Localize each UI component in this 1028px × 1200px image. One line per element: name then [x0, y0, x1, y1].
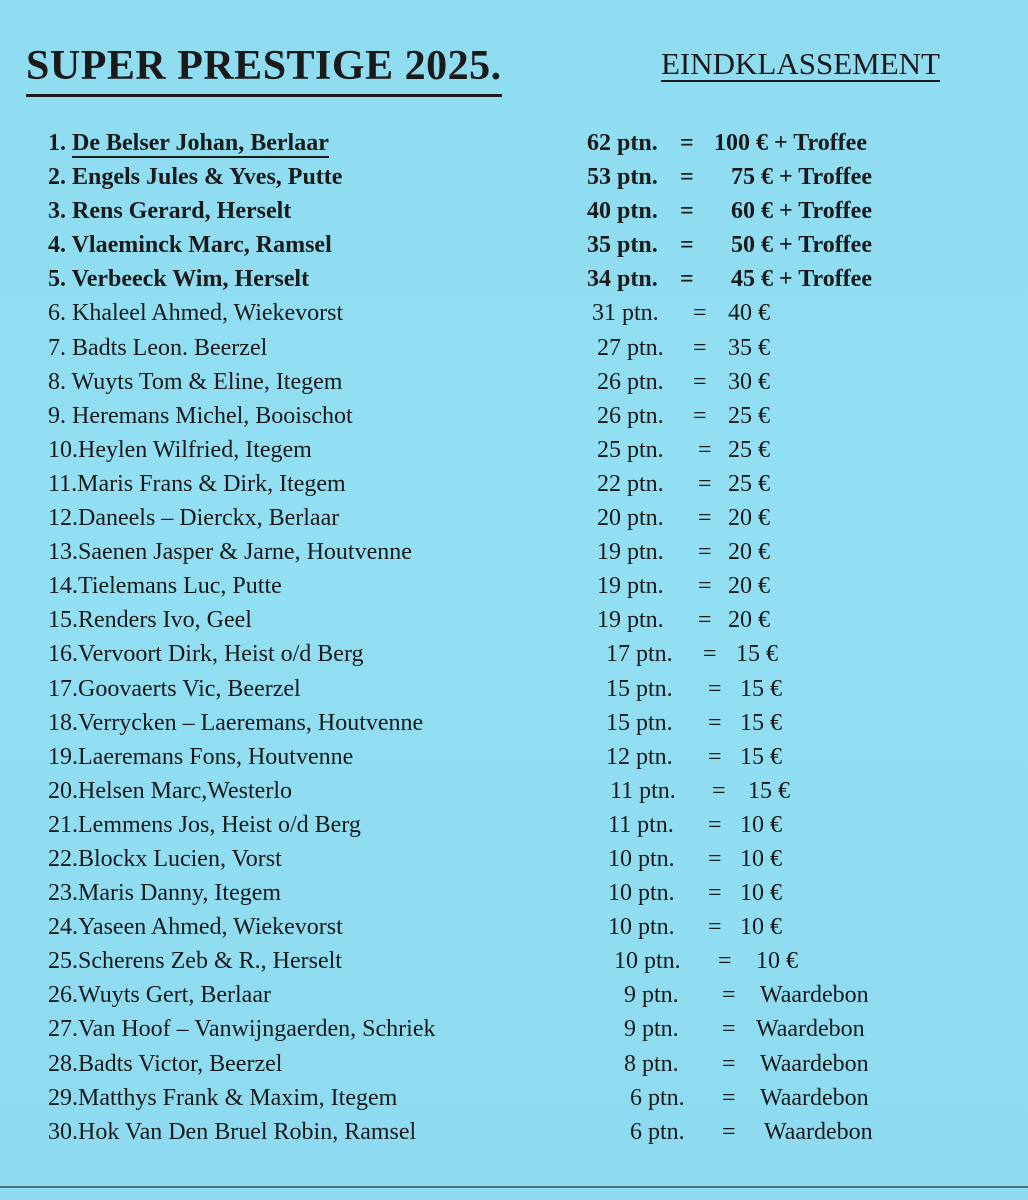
participant-name	[48, 433, 312, 467]
participant-name	[48, 331, 267, 365]
name-text: Lemmens Jos, Heist o/d Berg	[78, 811, 361, 838]
prize-value: 20 €	[728, 505, 770, 532]
participant-name	[48, 842, 282, 876]
name-text: Heylen Wilfried, Itegem	[78, 436, 312, 463]
prize-value: 25 €	[728, 436, 770, 463]
prize-value: Waardebon	[760, 1050, 869, 1077]
name-text: Wuyts Gert, Berlaar	[78, 982, 271, 1009]
participant-name	[48, 808, 361, 842]
name-text: Vlaeminck Marc, Ramsel	[71, 232, 332, 259]
equals-sign: =	[708, 709, 722, 736]
rank-number: 10.	[48, 436, 78, 463]
rank-number: 8.	[48, 368, 66, 395]
participant-name	[48, 603, 252, 637]
prize-value: 40 €	[728, 300, 770, 327]
ranking-row	[0, 433, 1028, 467]
equals-sign: =	[693, 402, 707, 429]
name-text: Van Hoof – Vanwijngaerden, Schriek	[78, 1016, 436, 1043]
equals-sign: =	[680, 130, 694, 156]
rank-number: 21.	[48, 811, 78, 838]
ranking-row	[0, 365, 1028, 399]
rank-number: 7.	[48, 334, 66, 361]
name-text: Maris Frans & Dirk, Itegem	[77, 470, 346, 497]
equals-sign: =	[698, 573, 712, 600]
participant-name	[48, 637, 364, 671]
page-subtitle: EINDKLASSEMENT	[661, 46, 940, 81]
participant-name	[48, 399, 353, 433]
ranking-row	[0, 399, 1028, 433]
ranking-row	[0, 842, 1028, 876]
points-value: 22 ptn.	[597, 470, 664, 497]
points-value: 19 ptn.	[597, 539, 664, 566]
points-value: 26 ptn.	[597, 402, 664, 429]
name-text: Renders Ivo, Geel	[78, 607, 252, 634]
ranking-row	[0, 501, 1028, 535]
prize-value: 30 €	[728, 368, 770, 395]
participant-name	[48, 978, 271, 1012]
name-text: Heremans Michel, Booischot	[72, 402, 353, 429]
points-value: 62 ptn.	[587, 130, 658, 156]
prize-value: 10 €	[740, 880, 782, 907]
participant-name	[48, 944, 342, 978]
rank-number: 26.	[48, 982, 78, 1009]
participant-name	[48, 535, 412, 569]
rank-number: 23.	[48, 880, 78, 907]
rank-number: 3.	[48, 198, 66, 225]
prize-value: Waardebon	[764, 1118, 873, 1145]
prize-value: Waardebon	[760, 982, 869, 1009]
equals-sign: =	[708, 811, 722, 838]
points-value: 11 ptn.	[608, 811, 674, 838]
equals-sign: =	[698, 607, 712, 634]
prize-value: 25 €	[728, 402, 770, 429]
rank-number: 6.	[48, 300, 66, 327]
name-text: Goovaerts Vic, Beerzel	[78, 675, 301, 702]
ranking-row	[0, 228, 1028, 262]
prize-value: 20 €	[728, 539, 770, 566]
points-value: 25 ptn.	[597, 436, 664, 463]
ranking-row	[0, 1047, 1028, 1081]
points-value: 20 ptn.	[597, 505, 664, 532]
ranking-list	[0, 126, 1028, 1149]
ranking-row	[0, 706, 1028, 740]
prize-value: Waardebon	[756, 1016, 865, 1043]
equals-sign: =	[708, 914, 722, 941]
participant-name	[48, 672, 301, 706]
ranking-row	[0, 1012, 1028, 1046]
name-text: Verbeeck Wim, Herselt	[71, 266, 310, 293]
participant-name	[48, 365, 342, 399]
rank-number: 13.	[48, 539, 78, 566]
rank-number: 28.	[48, 1050, 78, 1077]
rank-number: 15.	[48, 607, 78, 634]
equals-sign: =	[722, 1084, 736, 1111]
participant-name	[48, 1081, 397, 1115]
participant-name	[48, 1012, 435, 1046]
equals-sign: =	[680, 232, 694, 259]
participant-name	[48, 569, 282, 603]
equals-sign: =	[708, 743, 722, 770]
points-value: 40 ptn.	[587, 198, 658, 225]
name-text: Daneels – Dierckx, Berlaar	[78, 505, 340, 532]
bottom-divider	[0, 1186, 1028, 1188]
participant-name	[48, 1115, 416, 1149]
name-text: Yaseen Ahmed, Wiekevorst	[78, 914, 343, 941]
rank-number: 18.	[48, 709, 78, 736]
equals-sign: =	[698, 505, 712, 532]
ranking-row	[0, 808, 1028, 842]
equals-sign: =	[708, 880, 722, 907]
participant-name	[48, 910, 343, 944]
points-value: 26 ptn.	[597, 368, 664, 395]
rank-number: 2.	[48, 164, 66, 191]
rank-number: 16.	[48, 641, 78, 668]
name-text: Tielemans Luc, Putte	[78, 573, 282, 600]
name-text: Matthys Frank & Maxim, Itegem	[78, 1084, 398, 1111]
prize-value: 15 €	[740, 709, 782, 736]
name-text: Vervoort Dirk, Heist o/d Berg	[78, 641, 364, 668]
points-value: 34 ptn.	[587, 266, 658, 293]
prize-value: 10 €	[740, 811, 782, 838]
ranking-row	[0, 944, 1028, 978]
ranking-row	[0, 160, 1028, 194]
equals-sign: =	[718, 948, 732, 975]
equals-sign: =	[703, 641, 717, 668]
rank-number: 29.	[48, 1084, 78, 1111]
participant-name	[48, 126, 329, 160]
name-text: Blockx Lucien, Vorst	[78, 845, 282, 872]
ranking-row	[0, 262, 1028, 296]
points-value: 6 ptn.	[630, 1084, 685, 1111]
ranking-row	[0, 774, 1028, 808]
prize-value: 15 €	[748, 777, 790, 804]
rank-number: 27.	[48, 1016, 78, 1043]
prize-value: 100 € + Troffee	[714, 130, 867, 156]
equals-sign: =	[722, 1016, 736, 1043]
equals-sign: =	[708, 845, 722, 872]
points-value: 15 ptn.	[606, 675, 673, 702]
points-value: 27 ptn.	[597, 334, 664, 361]
name-text: Khaleel Ahmed, Wiekevorst	[72, 300, 344, 327]
participant-name	[48, 160, 342, 194]
prize-value: 10 €	[740, 914, 782, 941]
ranking-row	[0, 467, 1028, 501]
ranking-row	[0, 194, 1028, 228]
ranking-row	[0, 603, 1028, 637]
ranking-row	[0, 331, 1028, 365]
participant-name	[48, 740, 353, 774]
name-text: Badts Leon. Beerzel	[72, 334, 268, 361]
points-value: 19 ptn.	[597, 607, 664, 634]
name-text: Verrycken – Laeremans, Houtvenne	[78, 709, 424, 736]
points-value: 9 ptn.	[624, 982, 679, 1009]
name-text: Scherens Zeb & R., Herselt	[78, 948, 342, 975]
ranking-row	[0, 1115, 1028, 1149]
name-text: Hok Van Den Bruel Robin, Ramsel	[78, 1118, 417, 1145]
rank-number: 11.	[48, 470, 78, 497]
name-text: Helsen Marc,Westerlo	[78, 777, 292, 804]
name-text: Wuyts Tom & Eline, Itegem	[71, 368, 343, 395]
ranking-row	[0, 637, 1028, 671]
participant-name	[48, 501, 339, 535]
points-value: 35 ptn.	[587, 232, 658, 259]
ranking-row	[0, 296, 1028, 330]
page-title: SUPER PRESTIGE 2025.	[26, 40, 502, 97]
rank-number: 4.	[48, 232, 66, 259]
prize-value: 60 € + Troffee	[731, 198, 872, 225]
ranking-row	[0, 126, 1028, 160]
points-value: 10 ptn.	[608, 845, 675, 872]
participant-name	[48, 194, 291, 228]
prize-value: 25 €	[728, 470, 770, 497]
points-value: 8 ptn.	[624, 1050, 679, 1077]
equals-sign: =	[698, 539, 712, 566]
ranking-row	[0, 978, 1028, 1012]
points-value: 9 ptn.	[624, 1016, 679, 1043]
points-value: 12 ptn.	[606, 743, 673, 770]
points-value: 53 ptn.	[587, 164, 658, 191]
ranking-row	[0, 569, 1028, 603]
ranking-row	[0, 535, 1028, 569]
rank-number: 14.	[48, 573, 78, 600]
equals-sign: =	[712, 777, 726, 804]
ranking-row	[0, 1081, 1028, 1115]
prize-value: 35 €	[728, 334, 770, 361]
equals-sign: =	[698, 470, 712, 497]
points-value: 15 ptn.	[606, 709, 673, 736]
participant-name	[48, 262, 309, 296]
equals-sign: =	[722, 982, 736, 1009]
rank-number: 25.	[48, 948, 78, 975]
participant-name	[48, 1047, 282, 1081]
participant-name	[48, 228, 332, 262]
rank-number: 30.	[48, 1118, 78, 1145]
name-text: Engels Jules & Yves, Putte	[72, 164, 343, 191]
prize-value: 15 €	[740, 675, 782, 702]
prize-value: 15 €	[736, 641, 778, 668]
prize-value: 45 € + Troffee	[731, 266, 872, 293]
participant-name	[48, 876, 281, 910]
prize-value: 20 €	[728, 607, 770, 634]
equals-sign: =	[698, 436, 712, 463]
points-value: 10 ptn.	[614, 948, 681, 975]
rank-number: 20.	[48, 777, 78, 804]
prize-value: 10 €	[740, 845, 782, 872]
equals-sign: =	[693, 368, 707, 395]
rank-number: 1.	[48, 130, 66, 156]
rank-number: 19.	[48, 743, 78, 770]
prize-value: Waardebon	[760, 1084, 869, 1111]
prize-value: 15 €	[740, 743, 782, 770]
equals-sign: =	[680, 198, 694, 225]
prize-value: 20 €	[728, 573, 770, 600]
rank-number: 17.	[48, 675, 78, 702]
points-value: 10 ptn.	[608, 880, 675, 907]
participant-name	[48, 467, 346, 501]
equals-sign: =	[722, 1050, 736, 1077]
points-value: 17 ptn.	[606, 641, 673, 668]
name-text: Laeremans Fons, Houtvenne	[78, 743, 354, 770]
rank-number: 12.	[48, 505, 78, 532]
name-text: Saenen Jasper & Jarne, Houtvenne	[78, 539, 412, 566]
prize-value: 50 € + Troffee	[731, 232, 872, 259]
equals-sign: =	[708, 675, 722, 702]
prize-value: 75 € + Troffee	[731, 164, 872, 191]
rank-number: 9.	[48, 402, 66, 429]
equals-sign: =	[680, 266, 694, 293]
participant-name	[48, 774, 292, 808]
ranking-row	[0, 910, 1028, 944]
equals-sign: =	[680, 164, 694, 191]
name-text: De Belser Johan, Berlaar	[72, 130, 329, 156]
participant-name	[48, 706, 423, 740]
rank-number: 5.	[48, 266, 66, 293]
points-value: 19 ptn.	[597, 573, 664, 600]
ranking-row	[0, 672, 1028, 706]
points-value: 10 ptn.	[608, 914, 675, 941]
name-text: Badts Victor, Beerzel	[78, 1050, 283, 1077]
ranking-row	[0, 876, 1028, 910]
name-text: Rens Gerard, Herselt	[72, 198, 292, 225]
prize-value: 10 €	[756, 948, 798, 975]
rank-number: 22.	[48, 845, 78, 872]
points-value: 31 ptn.	[592, 300, 659, 327]
equals-sign: =	[722, 1118, 736, 1145]
equals-sign: =	[693, 334, 707, 361]
participant-name	[48, 296, 343, 330]
points-value: 11 ptn.	[610, 777, 676, 804]
equals-sign: =	[693, 300, 707, 327]
ranking-row	[0, 740, 1028, 774]
name-text: Maris Danny, Itegem	[78, 880, 282, 907]
points-value: 6 ptn.	[630, 1118, 685, 1145]
rank-number: 24.	[48, 914, 78, 941]
